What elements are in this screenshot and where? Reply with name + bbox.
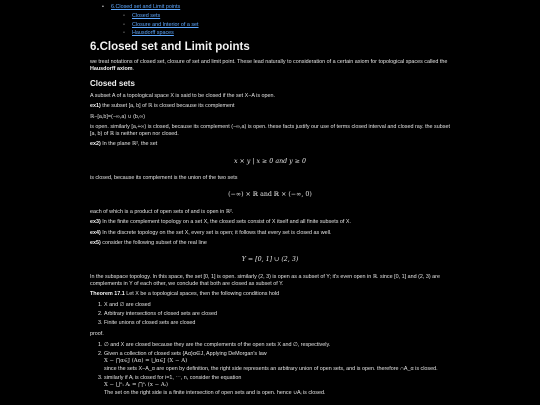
intro-end: . — [132, 65, 135, 72]
toc-subitem — [123, 30, 199, 37]
theorem — [90, 291, 450, 298]
proof-label: proof. — [90, 331, 104, 338]
proof-item-2-text: Given a collection of closed sets {Aα}α∈J, Applying DeMorgan's law — [104, 351, 267, 358]
list-item: 2. Arbitrary intersections of closed sets are closed — [104, 311, 450, 318]
list-item — [104, 351, 450, 373]
theorem-list — [90, 302, 450, 328]
ex2-after: is closed, because its complement is the union of the two sets — [90, 175, 238, 182]
table-of-contents — [102, 4, 199, 39]
toc-subitem — [123, 13, 199, 20]
proof-list — [90, 342, 450, 397]
ex4-label: ex4) — [90, 229, 101, 236]
intro-text: we treat notations of closed set, closure of set and limit point. These lead naturally to consideration of a certain axiom for topological spaces called the — [90, 58, 448, 65]
list-item: 3. Finite unions of closed sets are closed — [104, 320, 450, 327]
ex2-display-math: x × y | x ≥ 0 and y ≥ 0 — [233, 157, 307, 165]
proof-eq-2: X − ⋂α∈J (Aα) = ⋃α∈J (X − A) — [104, 358, 188, 365]
example-3 — [90, 219, 450, 226]
ex3-label: ex3) — [90, 219, 101, 226]
article-content — [90, 40, 450, 401]
proof-item-3-text: similarly if Aᵢ is closed for i=1, ⋯, n, consider the equation — [104, 374, 242, 381]
ex5-text: consider the following subset of the real line — [102, 239, 207, 246]
ex1-text: the subset [a, b] of ℝ is closed because its complement — [102, 103, 235, 110]
ex5-display-math: Y = [0, 1] ∪ (2, 3) — [241, 256, 299, 264]
intro-bold: Hausdorff axiom — [90, 65, 133, 72]
ex2-label: ex2) — [90, 141, 101, 148]
toc-subitem — [123, 22, 199, 29]
example-1 — [90, 103, 450, 110]
ex2-display-math-2: (−∞) × ℝ and ℝ × (−∞, 0) — [228, 191, 312, 199]
ex5-after: In the subspace topology. In this space, the set [0, 1] is open. similarly (2, 3) is open as a subset of Y; it's even open in ℝ. since [0, 1] and (2, 3) are complements in Y of each other, we conclude that both are closed as subset of Y. — [90, 273, 440, 287]
toc-item — [102, 4, 199, 38]
ex1-label: ex1) — [90, 103, 101, 110]
list-item — [104, 375, 450, 397]
ex1-line3: is open. similarly [a,+∞) is closed, because its complement (−∞,a) is open. these facts justify our use of terms closed interval and closed ray. the subset [a, b) of ℝ is neither open nor closed. — [90, 123, 450, 138]
ex2-text: In the plane ℝ², the set — [102, 141, 158, 148]
example-4 — [90, 230, 450, 237]
toc-link-closed-sets[interactable]: Closed sets — [132, 12, 161, 19]
proof-eq-3-after: The set on the right side is a finite intersection of open sets and is open. hence ∪Aᵢ is closed. — [104, 389, 326, 396]
ex2-after-2: each of which is a product of open sets of and is open in ℝ². — [90, 208, 234, 215]
page-title: 6.Closed set and Limit points — [90, 41, 250, 53]
list-item: 1. X and ∅ are closed — [104, 302, 450, 309]
theorem-text: Let X be a topological spaces, then the following conditions hold — [126, 291, 280, 298]
ex3-text: In the finite complement topology on a set X, the closed sets consist of X itself and all finite subsets of X. — [102, 219, 352, 226]
list-item: 1. ∅ and X are closed because they are the complements of the open sets X and ∅, respectively. — [104, 342, 450, 349]
example-2 — [90, 141, 450, 148]
proof-eq-2-after: since the sets X−A_α are open by definition, the right side represents an arbitrary union of open sets, and is open. therefore ∩A_α is closed. — [104, 365, 438, 372]
ex5-label: ex5) — [90, 239, 101, 246]
definition: A subset A of a topological space X is said to be closed if the set X−A is open. — [90, 92, 276, 99]
toc-link-main[interactable]: 6.Closed set and Limit points — [111, 4, 181, 10]
proof-eq-3: X − ⋃ⁿᵢ Aᵢ = ⋂ⁿᵢ (x − Aᵢ) — [104, 382, 168, 389]
toc-link-closure[interactable]: Closure and Interior of a set — [132, 21, 199, 28]
ex4-text: In the discrete topology on the set X, every set is open; it follows that every set is closed as well. — [102, 229, 332, 236]
intro-paragraph — [90, 59, 450, 74]
theorem-label: Theorem 17.1 — [90, 291, 125, 298]
section-heading: Closed sets — [90, 79, 135, 89]
ex1-line2: ℝ−[a,b]=(−∞,a) ∪ (b,∞) — [90, 113, 146, 120]
toc-link-hausdorff[interactable]: Hausdorff spaces — [132, 30, 174, 37]
example-5 — [90, 240, 450, 247]
